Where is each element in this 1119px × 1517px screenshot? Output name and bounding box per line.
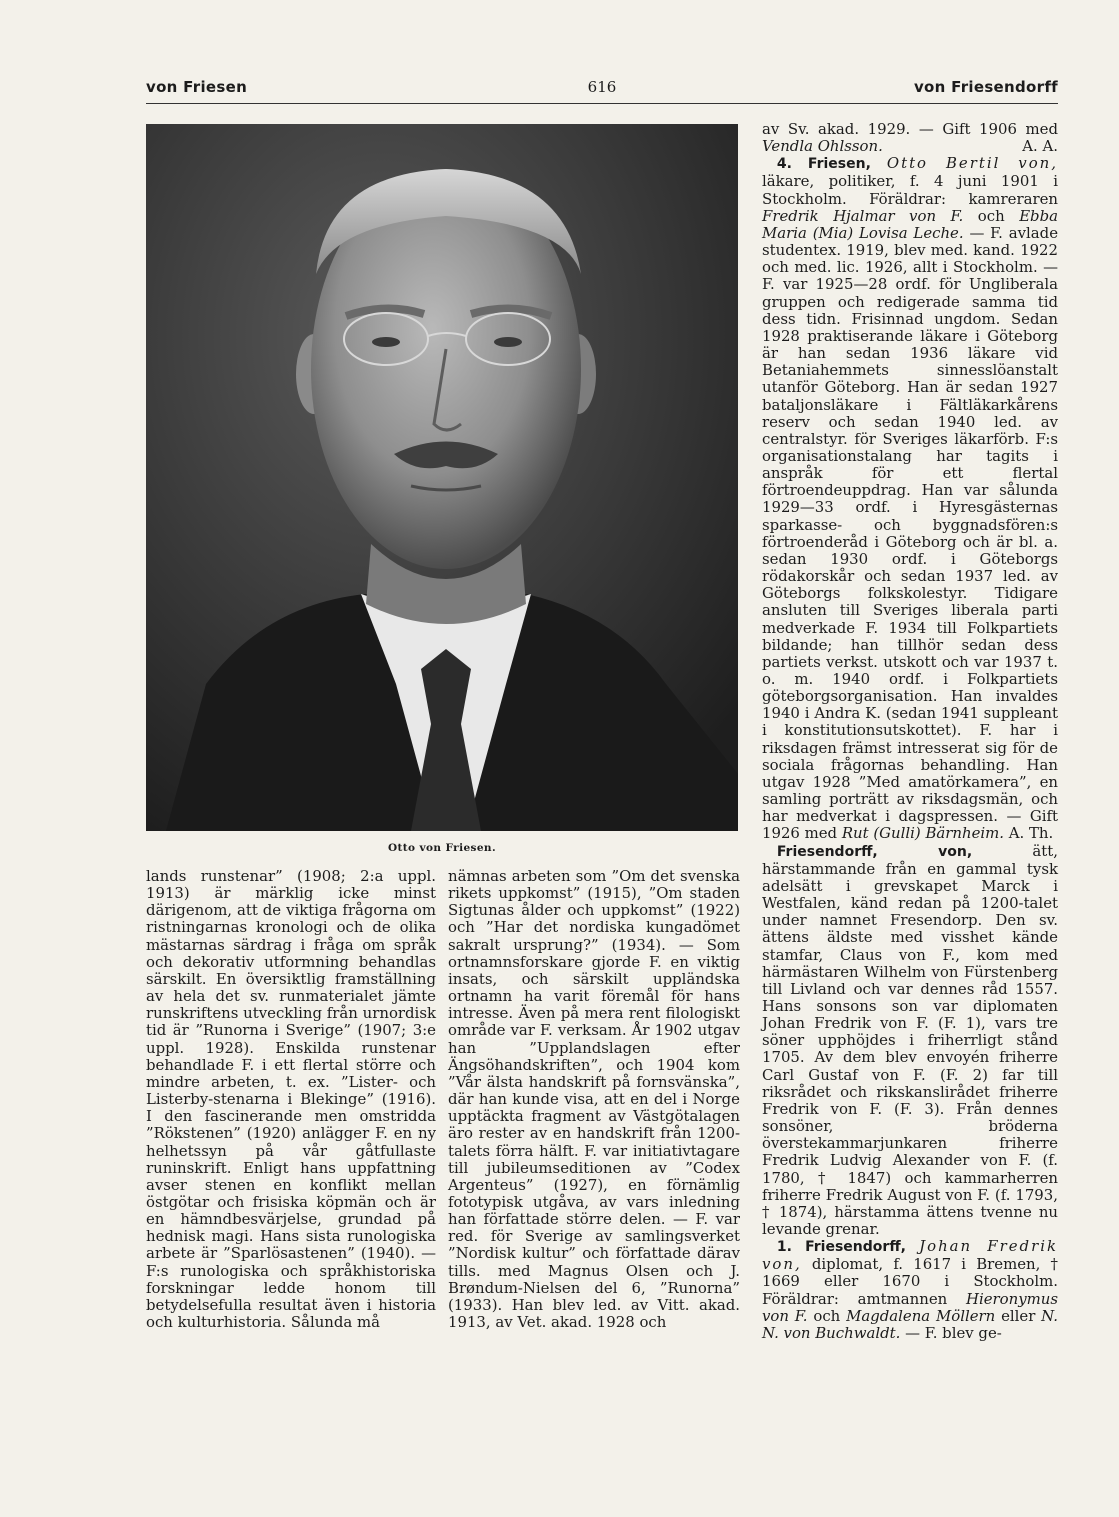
author-signature: A. Th. bbox=[1004, 824, 1054, 843]
left-column-text: lands runstenar” (1908; 2:a uppl. 1913) är märklig icke minst därigenom, att de viktiga frågorna om ristningarnas kronologi och de olika mästarnas särdrag i fråga om språk och dekorativ utformning behandlas särskilt. En översiktlig framställning av hela det sv. runmaterialet jämte runskriftens utveckling från urnordisk tid är ”Runorna i Sverige” (1907; 3:e uppl. 1928). Enskilda runstenar behandlade F. i ett flertal större och mindre arbeten, t. ex. ”Lister- och Listerby-stenarna i Blekinge” (1916). I den fascinerande men omstridda ”Rökstenen” (1920) anlägger F. en ny helhetssyn på vår gåtfullaste runinskrift. Enligt hans uppfattning avser stenen en konflikt mellan östgötar och frisiska köpmän och är en hämndbesvärjelse, grundad på hednisk magi. Hans sista runologiska arbete är ”Sparlösastenen” (1940). — F:s runologiska och språkhistoriska forskningar ledde honom till betydelsefulla resultat även i historia och kulturhistoria. Sålunda må bbox=[146, 867, 436, 1332]
entry-friesendorff-family: Friesendorff, von, ätt, härstammande från en gammal tysk adelsätt i grevskapet Marck i Westfalen, känd redan på 1200-talet under namnet Fresendorp. Den sv. ättens äldste med visshet kände stamfar, Claus von F., kom med härmästaren Wilhelm von Fürstenberg till Livland och var dennes råd 1557. Hans sonsons son var diplomaten Johan Fredrik von F. (F. 1), vars tre söner upphöjdes i friherrligt stånd 1705. Av dem blev envoyén friherre Carl Gustaf von F. (F. 2) far till riksrådet och rikskanslirådet friherre Fredrik von F. (F. 3). Från dennes sonsöner, bröderna överstekammarjunkaren friherre Fredrik Ludvig Alexander von F. (f. 1780, † 1847) och kammarherren friherre Fredrik August von F. (f. 1793, † 1874), härstamma ättens tvenne nu levande grenar. bbox=[762, 841, 1058, 1238]
entry-number: 1. bbox=[776, 1239, 792, 1256]
father-name: Hieronymus von F. bbox=[762, 1289, 1058, 1325]
entry-surname: Friesendorff, bbox=[805, 1239, 906, 1256]
page-number: 616 bbox=[587, 78, 617, 96]
photo-caption: Otto von Friesen. bbox=[387, 842, 497, 854]
entry-number: 4. bbox=[776, 156, 792, 173]
left-text-column bbox=[146, 868, 436, 1331]
spouse-name: Rut (Gulli) Bärnheim. bbox=[841, 824, 1005, 843]
entry-surname: Friesen, bbox=[807, 156, 871, 173]
father-name: Fredrik Hjalmar von F. bbox=[762, 206, 964, 225]
spouse-name: Vendla Ohlsson. bbox=[762, 137, 883, 156]
alternate-mother-name: N. N. von Buchwaldt. bbox=[762, 1306, 1058, 1342]
middle-column-text: nämnas arbeten som ”Om det svenska rikets uppkomst” (1915), ”Om staden Sigtunas ålder och uppkomst” (1922) och ”Har det nordiska kungadömet sakralt ursprung?” (1934). — Som ortnamnsforskare gjorde F. en viktig insats, och särskilt uppländska ortnamn ha varit föremål för hans intresse. Även på mera rent filologiskt område var F. verksam. År 1902 utgav han ”Upplandslagen efter Ängsöhandskriften”, och 1904 kom ”Vår älsta handskrift på fornsvänska”, där han kunde visa, att en del i Norge upptäckta fragment av Västgötalagen äro rester av en handskrift från 1200-talets förra hälft. F. var initiativtagare till jubileumseditionen av ”Codex Argenteus” (1927), en förnämlig fototypisk utgåva, av vars inledning han författade större delen. — F. var red. för Sverige av samlingsverket ”Nordisk kultur” och författade därav tills. med Magnus Olsen och J. Brøndum-Nielsen del 6, ”Runorna” (1933). Han blev led. av Vitt. akad. 1913, av Vet. akad. 1928 och bbox=[448, 867, 740, 1332]
entry-johan-fredrik: 1. Friesendorff, Johan Fredrik von, diplomat, f. 1617 i Bremen, † 1669 eller 1670 i Stockholm. Föräldrar: amtmannen Hieronymus von F. och Magdalena Möllern eller N. N. von Buchwaldt. — F. blev ge- bbox=[762, 1237, 1058, 1342]
header-left-term: von Friesen bbox=[146, 78, 248, 96]
entry-given-name: Johan Fredrik von, bbox=[762, 1237, 1058, 1274]
middle-text-column bbox=[448, 868, 740, 1331]
entry-headword: Friesendorff, von, bbox=[776, 843, 973, 860]
entry-otto-bertil: 4. Friesen, Otto Bertil von, läkare, politiker, f. 4 juni 1901 i Stockholm. Föräldrar: kamreraren Fredrik Hjalmar von F. och Ebba Maria (Mia) Lovisa Leche. — F. avlade studentex. 1919, blev med. kand. 1922 och med. lic. 1926, allt i Stockholm. — F. var 1925—28 ordf. för Ungliberala gruppen och redigerade samma tid dess tidn. Frisinnad ungdom. Sedan 1928 praktiserande läkare i Göteborg är han sedan 1936 läkare vid Betaniahemmets sinnesslöanstalt utanför Göteborg. Han är sedan 1927 bataljonsläkare i Fältläkarkårens reserv och sedan 1940 led. av centralstyr. för Sveriges läkarförb. F:s organisationstalang har tagits i anspråk för ett flertal förtroendeuppdrag. Han var sålunda 1929—33 ordf. i Hyresgästernas sparkasse- och byggnadsfören:s förtroenderåd i Göteborg och är bl. a. sedan 1930 ordf. i Göteborgs rödakorskår och sedan 1937 led. av Göteborgs folkskolestyr. Tidigare ansluten till Sveriges liberala parti medverkade F. 1934 till Folkpartiets bildande; han tillhör sedan dess partiets verkst. utskott och var 1937 t. o. m. 1940 ordf. i Folkpartiets göteborgsorganisation. Han invaldes 1940 i Andra K. (sedan 1941 suppleant i konstitutionsutskottet). F. har i riksdagen främst intresserat sig för de sociala frågornas behandling. Han utgav 1928 ”Med amatörkamera”, en samling porträtt av riksdagsmän, och har medverkat i dagspressen. — Gift 1926 med Rut (Gulli) Bärnheim. A. Th. bbox=[762, 154, 1059, 843]
mother-name: Magdalena Möllern bbox=[846, 1306, 996, 1325]
right-text-column bbox=[762, 121, 1058, 1342]
header-right-term: von Friesendorff bbox=[913, 78, 1058, 96]
author-signature: A. A. bbox=[1022, 137, 1058, 156]
mother-name: Ebba Maria (Mia) Lovisa Leche. bbox=[762, 206, 1058, 242]
entry-end-paragraph: av Sv. akad. 1929. — Gift 1906 med Vendla Ohlsson. A. A. bbox=[762, 120, 1058, 156]
header-rule bbox=[146, 103, 1058, 104]
running-header bbox=[146, 78, 1058, 102]
portrait-photo bbox=[146, 124, 738, 831]
entry-given-name: Otto Bertil von, bbox=[886, 154, 1059, 173]
